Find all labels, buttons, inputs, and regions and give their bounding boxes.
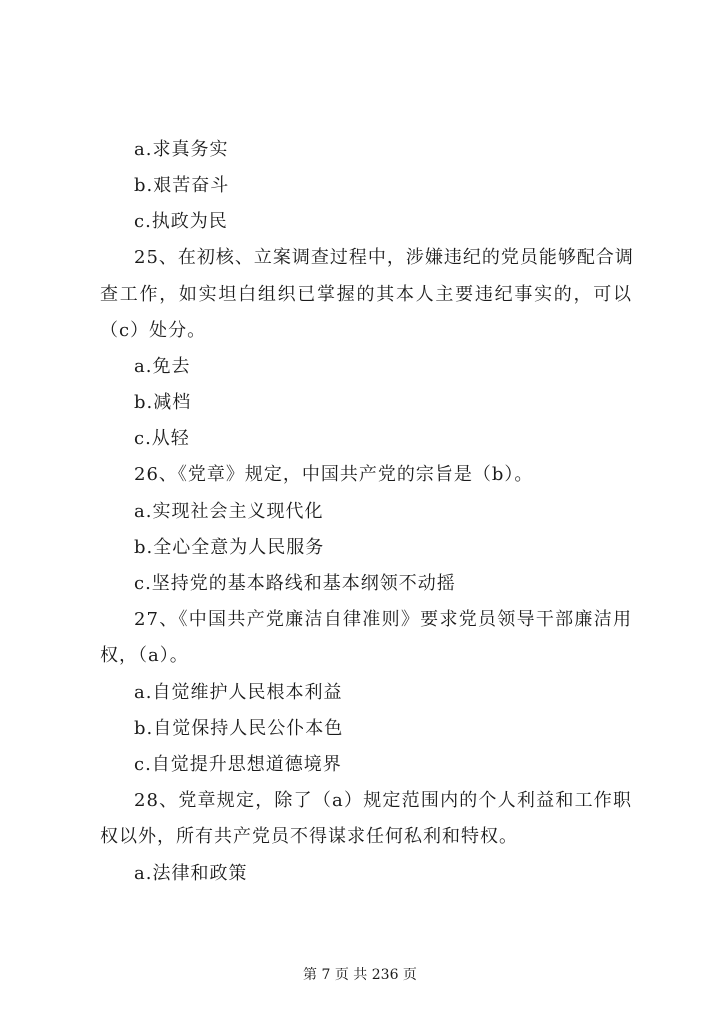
question-25-line-3: （c）处分。 [100, 320, 207, 341]
option-a-q25: a.免去 [134, 356, 191, 377]
option-c-q25: c.从轻 [134, 428, 190, 449]
question-27-line-1: 27、《中国共产党廉洁自律准则》要求党员领导干部廉洁用 [134, 609, 632, 630]
option-a-q28: a.法律和政策 [134, 863, 248, 884]
question-25-line-2: 查工作，如实坦白组织已掌握的其本人主要违纪事实的，可以 [100, 284, 632, 305]
option-b-q26: b.全心全意为人民服务 [134, 537, 325, 558]
question-28-line-2: 权以外，所有共产党员不得谋求任何私利和特权。 [100, 826, 518, 847]
option-b-q27: b.自觉保持人民公仆本色 [134, 718, 344, 739]
option-b-q25: b.减档 [134, 392, 192, 413]
question-28-line-1: 28、党章规定，除了（a）规定范围内的个人利益和工作职 [134, 790, 632, 811]
option-b-q24: b.艰苦奋斗 [134, 175, 230, 196]
question-26: 26、《党章》规定，中国共产党的宗旨是（b）。 [134, 464, 534, 485]
option-a-q27: a.自觉维护人民根本利益 [134, 682, 343, 703]
option-c-q26: c.坚持党的基本路线和基本纲领不动摇 [134, 573, 456, 594]
question-25-line-1: 25、在初核、立案调查过程中，涉嫌违纪的党员能够配合调 [134, 247, 634, 268]
option-a-q24: a.求真务实 [134, 139, 229, 160]
question-27-line-2: 权，（a）。 [100, 645, 189, 666]
option-a-q26: a.实现社会主义现代化 [134, 501, 324, 522]
option-c-q24: c.执政为民 [134, 211, 228, 232]
option-c-q27: c.自觉提升思想道德境界 [134, 754, 342, 775]
page-footer: 第 7 页 共 236 页 [303, 967, 417, 983]
